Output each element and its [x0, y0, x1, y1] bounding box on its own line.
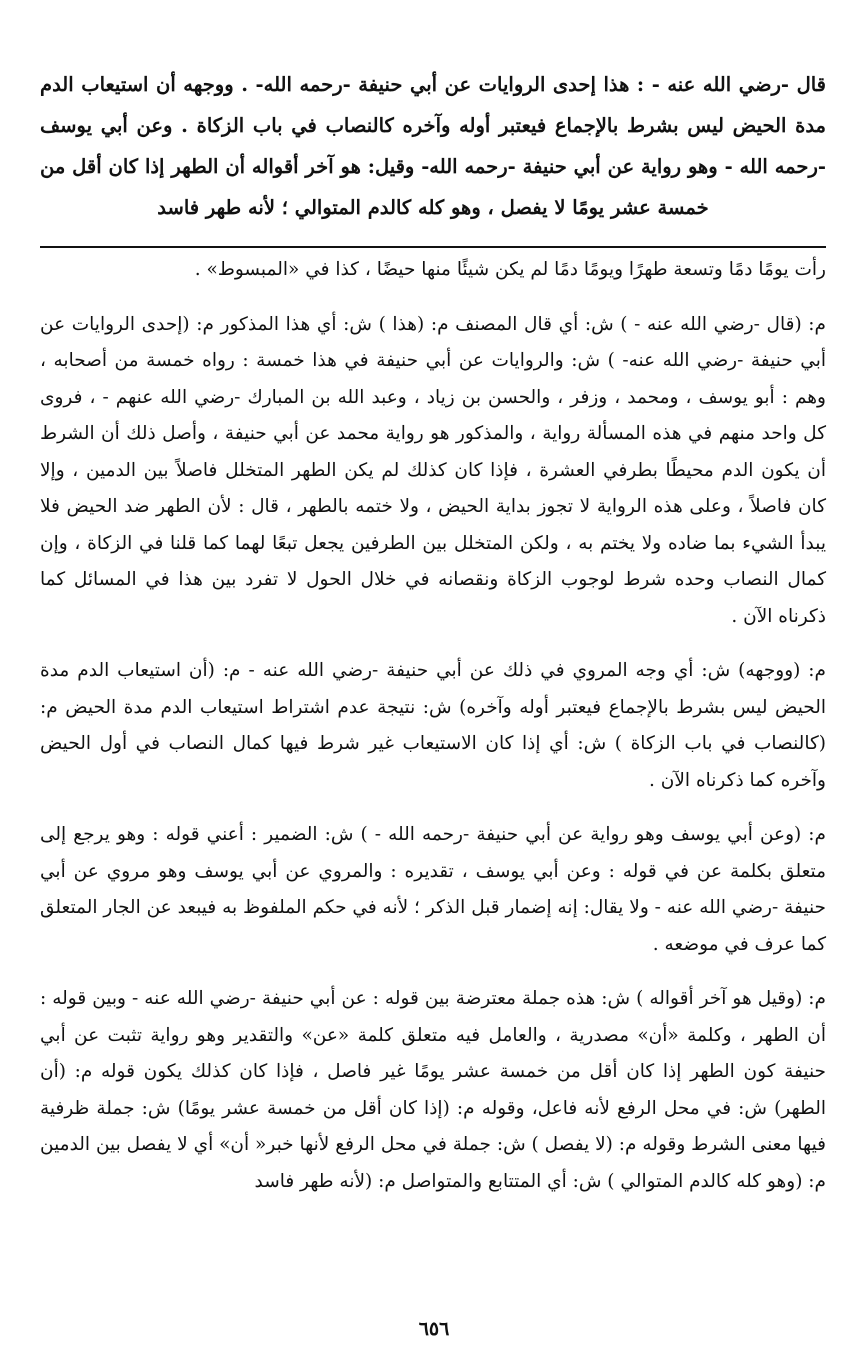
commentary-paragraph-1: م: (قال -رضي الله عنه - ) ش: أي قال المصنف م: (هذا ) ش: أي هذا المذكور م: (إحدى الروايات عن أبي حنيفة -رضي الله عنه- ) ش: والروايات عن أبي حنيفة في هذا خمسة : رواه خمسة من أصحابه ، وهم : أبو يوسف ، ومحمد ، وزفر ، والحسن بن زياد ، وعبد الله بن المبارك -رضي الله عنهم - ، فروى كل واحد منهم في هذه المسألة رواية ، والمذكور هو رواية محمد عن أبي حنيفة ، وأصل ذلك أن الشرط أن يكون الدم محيطًا بطرفي العشرة ، فإذا كان كذلك لم يكن الطهر المتخلل فاصلاً بين الدمين ، وإلا كان فاصلاً ، وعلى هذه الرواية لا تجوز بداية الحيض ، ولا ختمه بالطهر ، قال : لأن الطهر ضد الحيض فلا يبدأ الشيء بما ضاده ولا يختم به ، ولكن المتخلل بين الطرفين يجعل تبعًا لهما كما قلنا في الزكاة ، وإن كمال النصاب وحده شرط لوجوب الزكاة ونقصانه في خلال الحول لا تفرد بين هذا في المسائل كما ذكرناه الآن . [40, 313, 826, 627]
page-number: ٦٥٦ [418, 1318, 450, 1340]
commentary-paragraph-3: م: (وعن أبي يوسف وهو رواية عن أبي حنيفة -رحمه الله - ) ش: الضمير : أعني قوله : وهو يرجع إلى متعلق بكلمة عن في قوله : وعن أبي يوسف ، تقديره : والمروي عن أبي يوسف وهو مروي عن أبي حنيفة -رضي الله عنه - ولا يقال: إنه إضمار قبل الذكر ؛ لأنه في حكم الملفوظ به فيبعد عن الجار المتعلق كما عرف في موضعه . [40, 824, 826, 955]
commentary-paragraph-4: م: (وقيل هو آخر أقواله ) ش: هذه جملة معترضة بين قوله : عن أبي حنيفة -رضي الله عنه - وبين قوله : أن الطهر ، وكلمة «أن» مصدرية ، والعامل فيه متعلق كلمة «عن» والتقدير وهو رواية تثبت عن أبي حنيفة كون الطهر إذا كان أقل من خمسة عشر يومًا غير فاصل ، فإذا كان كذلك يكون قوله م: (أن الطهر) ش: في محل الرفع لأنه فاعل، وقوله م: (إذا كان أقل من خمسة عشر يومًا) ش: جملة ظرفية فيها معنى الشرط وقوله م: (لا يفصل ) ش: جملة في محل الرفع لأنها خبر« أن» أي لا يفصل بين الدمين م: (وهو كله كالدم المتوالي ) ش: أي المتتابع والمتواصل م: (لأنه طهر فاسد [40, 988, 826, 1192]
footnote-separator [40, 246, 826, 248]
commentary-paragraph-2: م: (ووجهه) ش: أي وجه المروي في ذلك عن أبي حنيفة -رضي الله عنه - م: (أن استيعاب الدم مدة الحيض ليس بشرط بالإجماع فيعتبر أوله وآخره) ش: نتيجة عدم اشتراط استيعاب الدم مدة الحيض م: (كالنصاب في باب الزكاة ) ش: أي إذا كان الاستيعاب غير شرط فيها كمال النصاب في أول الحيض وآخره كما ذكرناه الآن . [40, 660, 826, 791]
matn-text: قال -رضي الله عنه - : هذا إحدى الروايات عن أبي حنيفة -رحمه الله- . ووجهه أن استيعاب الدم مدة الحيض ليس بشرط بالإجماع فيعتبر أوله وآخره كالنصاب في باب الزكاة . وعن أبي يوسف -رحمه الله - وهو رواية عن أبي حنيفة -رحمه الله- وقيل: هو آخر أقواله أن الطهر إذا كان أقل من خمسة عشر يومًا لا يفصل ، وهو كله كالدم المتوالي ؛ لأنه طهر فاسد [40, 73, 826, 219]
commentary-continuation: رأت يومًا دمًا وتسعة طهرًا ويومًا دمًا لم يكن شيئًا منها حيضًا ، كذا في «المبسوط» . [194, 259, 826, 280]
